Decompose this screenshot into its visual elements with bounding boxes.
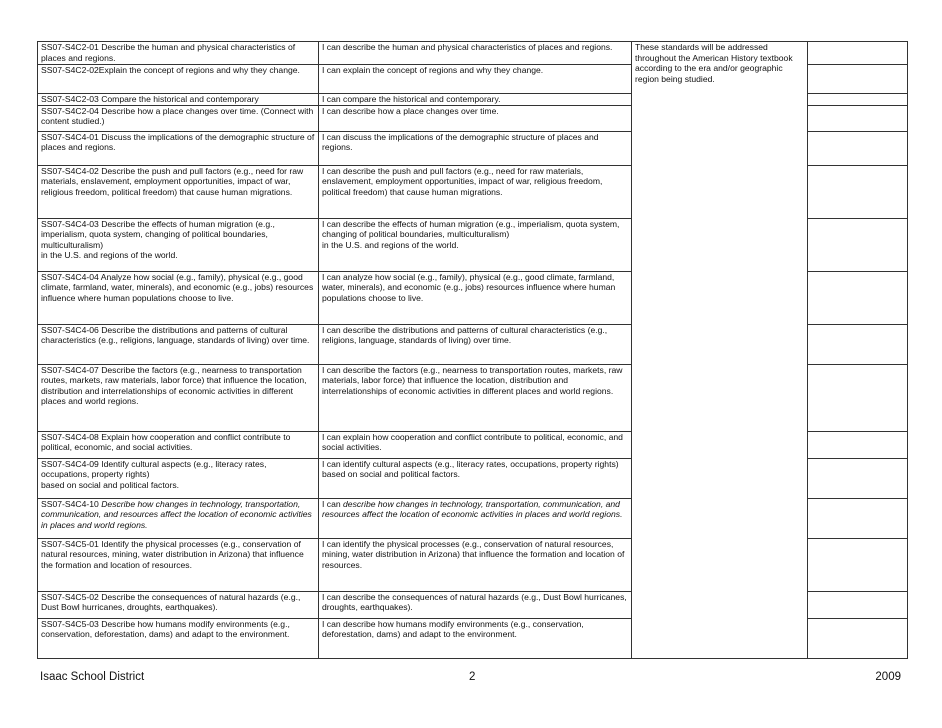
standard-italic-text: Describe how changes in technology, transportation, communication, and resources affect the location of economic activities in places and world regions.: [41, 498, 312, 530]
standard-cell: SS07-S4C4-08 Explain how cooperation and conflict contribute to political, economic, and social activities.: [38, 431, 319, 458]
i-can-cell: I can compare the historical and contemporary.: [319, 94, 632, 106]
i-can-cell: I can identify cultural aspects (e.g., literacy rates, occupations, property rights) based on social and political factors.: [319, 458, 632, 498]
standard-cell: SS07-S4C4-01 Discuss the implications of the demographic structure of places and regions.: [38, 131, 319, 165]
footer-page-number: 2: [469, 671, 476, 683]
standard-cell: SS07-S4C4-02 Describe the push and pull factors (e.g., need for raw materials, enslavement, employment opportunities, impact of war, religious freedom, political freedom) that cause human migrations.: [38, 165, 319, 218]
standard-cell: SS07-S4C5-01 Identify the physical processes (e.g., conservation of natural resources, mining, water distribution in Arizona) that influence the formation and location of resources.: [38, 538, 319, 591]
i-can-cell: I can describe the distributions and patterns of cultural characteristics (e.g., religions, language, standards of living) over time.: [319, 324, 632, 364]
empty-cell: [808, 364, 908, 431]
i-can-italic-text: describe how changes in technology, transportation, communication, and resources affect the location of economic activities in places and world regions.: [322, 498, 623, 520]
empty-cell: [808, 218, 908, 271]
i-can-cell: I can describe the consequences of natural hazards (e.g., Dust Bowl hurricanes, droughts, earthquakes).: [319, 591, 632, 618]
standard-cell: [38, 498, 319, 538]
standard-cell: SS07-S4C5-03 Describe how humans modify environments (e.g., conservation, deforestation, dams) and adapt to the environment.: [38, 618, 319, 658]
table-row: [38, 42, 908, 65]
empty-cell: [808, 538, 908, 591]
standard-cell: SS07-S4C4-04 Analyze how social (e.g., family), physical (e.g., good climate, farmland, water, minerals), and economic (e.g., jobs) resources influence where human populations choose to live.: [38, 271, 319, 324]
empty-cell: [808, 131, 908, 165]
i-can-cell: I can identify the physical processes (e.g., conservation of natural resources, mining, water distribution in Arizona) that influence the formation and location of resources.: [319, 538, 632, 591]
standard-cell: SS07-S4C4-09 Identify cultural aspects (e.g., literacy rates, occupations, property rights) based on social and political factors.: [38, 458, 319, 498]
empty-cell: [808, 94, 908, 106]
i-can-cell: I can explain the concept of regions and why they change.: [319, 65, 632, 94]
i-can-prefix: I can: [322, 498, 341, 509]
empty-cell: [808, 42, 908, 65]
empty-cell: [808, 618, 908, 658]
standards-table: [37, 41, 908, 659]
i-can-cell: I can describe how humans modify environments (e.g., conservation, deforestation, dams) and adapt to the environment.: [319, 618, 632, 658]
standard-cell: SS07-S4C2-03 Compare the historical and contemporary: [38, 94, 319, 106]
empty-cell: [808, 431, 908, 458]
i-can-cell: I can discuss the implications of the demographic structure of places and regions.: [319, 131, 632, 165]
standard-cell: SS07-S4C4-07 Describe the factors (e.g., nearness to transportation routes, markets, raw materials, labor force) that influence the location, distribution and interrelationships of economic activities in different places and world regions.: [38, 364, 319, 431]
standard-cell: SS07-S4C2-01 Describe the human and physical characteristics of places and regions.: [38, 42, 319, 65]
standard-cell: SS07-S4C2-02Explain the concept of regions and why they change.: [38, 65, 319, 94]
i-can-cell: I can describe how a place changes over time.: [319, 105, 632, 131]
empty-cell: [808, 458, 908, 498]
footer-district-name: Isaac School District: [40, 671, 145, 683]
empty-cell: [808, 271, 908, 324]
i-can-cell: I can explain how cooperation and conflict contribute to political, economic, and social activities.: [319, 431, 632, 458]
i-can-cell: I can describe the effects of human migration (e.g., imperialism, quota system, changing of political boundaries, multiculturalism) in the U.S. and regions of the world.: [319, 218, 632, 271]
standard-cell: SS07-S4C4-03 Describe the effects of human migration (e.g., imperialism, quota system, changing of political boundaries, multiculturalism) in the U.S. and regions of the world.: [38, 218, 319, 271]
footer-year: 2009: [875, 671, 901, 683]
empty-cell: [808, 165, 908, 218]
i-can-cell: I can describe the push and pull factors (e.g., need for raw materials, enslavement, employment opportunities, impact of war, religious freedom, political freedom) that cause human migrations.: [319, 165, 632, 218]
empty-cell: [808, 65, 908, 94]
empty-cell: [808, 324, 908, 364]
i-can-cell: I can analyze how social (e.g., family), physical (e.g., good climate, farmland, water, minerals), and economic (e.g., jobs) resources influence where human populations choose to live.: [319, 271, 632, 324]
i-can-cell: I can describe the human and physical characteristics of places and regions.: [319, 42, 632, 65]
empty-cell: [808, 105, 908, 131]
empty-cell: [808, 498, 908, 538]
i-can-cell: I can describe the factors (e.g., nearness to transportation routes, markets, raw materials, labor force) that influence the location, distribution and interrelationships of economic activities in different places and world regions.: [319, 364, 632, 431]
note-cell: These standards will be addressed throughout the American History textbook according to the era and/or geographic region being studied.: [632, 42, 808, 659]
standard-cell: SS07-S4C5-02 Describe the consequences of natural hazards (e.g., Dust Bowl hurricanes, droughts, earthquakes).: [38, 591, 319, 618]
empty-cell: [808, 591, 908, 618]
i-can-cell: [319, 498, 632, 538]
standard-cell: SS07-S4C2-04 Describe how a place changes over time. (Connect with content studied.): [38, 105, 319, 131]
standard-code: SS07-S4C4-10: [41, 498, 99, 509]
standard-cell: SS07-S4C4-06 Describe the distributions and patterns of cultural characteristics (e.g., religions, language, standards of living) over time.: [38, 324, 319, 364]
